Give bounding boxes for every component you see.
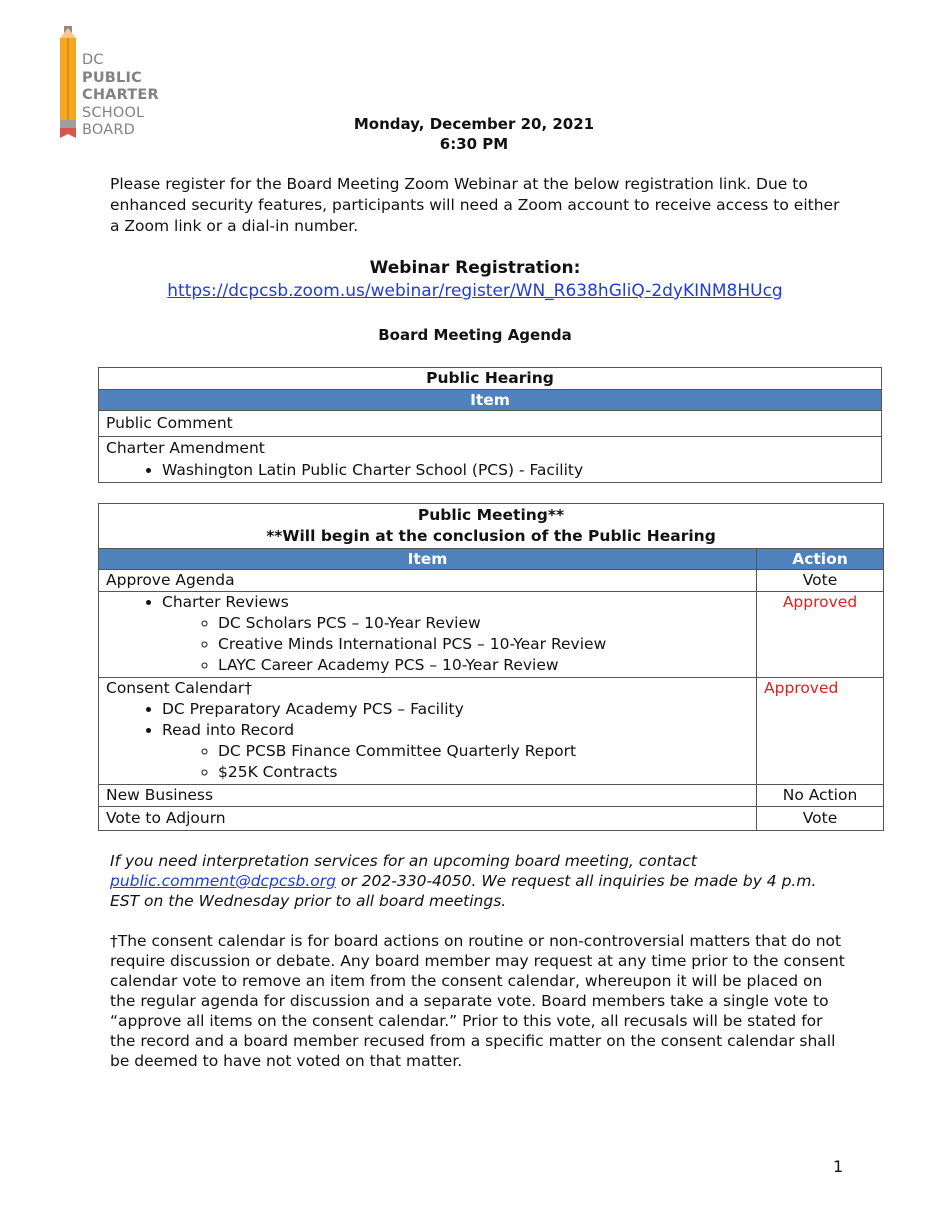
public-hearing-title: Public Hearing bbox=[99, 368, 882, 390]
charter-reviews-action: Approved bbox=[757, 592, 884, 678]
list-item: ◦ Creative Minds International PCS – 10-Year Review bbox=[218, 634, 749, 655]
list-item: ◦ DC PCSB Finance Committee Quarterly Report bbox=[218, 741, 749, 762]
adjourn-action: Vote bbox=[757, 807, 884, 831]
list-item: • DC Preparatory Academy PCS – Facility bbox=[162, 699, 749, 720]
list-item bbox=[162, 592, 749, 676]
consent-calendar-label: Consent Calendar† bbox=[106, 679, 253, 697]
public-comment-item: Public Comment bbox=[106, 414, 233, 432]
time-text: 6:30 PM bbox=[439, 135, 509, 153]
item-column-header: Item bbox=[99, 549, 757, 570]
table-row bbox=[99, 785, 884, 807]
list-item: ◦ $25K Contracts bbox=[218, 762, 749, 783]
list-item: ◦ LAYC Career Academy PCS – 10-Year Review bbox=[218, 655, 749, 676]
list-item: • Washington Latin Public Charter School (PCS) - Facility bbox=[162, 459, 874, 481]
public-meeting-subtitle: **Will begin at the conclusion of the Public Hearing bbox=[266, 527, 716, 545]
consent-calendar-cell bbox=[99, 678, 757, 785]
intro-paragraph: Please register for the Board Meeting Zoom Webinar at the below registration link. Due to enhanced security features, participants will need a Zoom account to receive access to either a Zoom link or a dial-in number. bbox=[110, 175, 840, 235]
approve-agenda-action: Vote bbox=[757, 570, 884, 592]
read-into-record-label: Read into Record bbox=[162, 721, 295, 739]
public-comment-email-link[interactable]: public.comment@dcpcsb.org bbox=[110, 872, 336, 890]
charter-amendment-item: Charter Amendment bbox=[106, 439, 265, 457]
table-row bbox=[99, 437, 882, 483]
action-column-header: Action bbox=[757, 549, 884, 570]
public-meeting-header bbox=[99, 504, 884, 549]
agenda-title: Board Meeting Agenda bbox=[378, 326, 572, 344]
table-row bbox=[99, 592, 884, 678]
consent-calendar-action: Approved bbox=[757, 678, 884, 785]
interpretation-note bbox=[110, 851, 845, 911]
consent-calendar-note: †The consent calendar is for board actions on routine or non-controversial matters that do not require discussion or debate. Any board member may request at any time prior to the consent calendar vote to remove an item from the consent calendar, whereupon it will be placed on the regular agenda for discussion and a separate vote. Board members take a single vote to “approve all items on the consent calendar.” Prior to this vote, all recusals will be stated for the record and a board member recused from a specific matter on the consent calendar shall be deemed to have not voted on that matter. bbox=[110, 932, 845, 1070]
table-row bbox=[99, 678, 884, 785]
meeting-date bbox=[0, 114, 948, 154]
logo-text: DC PUBLIC CHARTER SCHOOL BOARD bbox=[82, 52, 159, 138]
webinar-registration-link[interactable]: https://dcpcsb.zoom.us/webinar/register/WN_R638hGliQ-2dyKINM8HUcg bbox=[167, 281, 783, 301]
table-row bbox=[99, 570, 884, 592]
note-text-2: or 202-330-4050. We request all inquiries be made by 4 p.m. EST on the Wednesday prior to all board meetings. bbox=[110, 872, 817, 910]
item-column-header: Item bbox=[99, 390, 882, 411]
list-item bbox=[162, 720, 749, 783]
charter-reviews-label: Charter Reviews bbox=[162, 593, 289, 611]
new-business-action: No Action bbox=[757, 785, 884, 807]
public-meeting-title: Public Meeting** bbox=[417, 506, 565, 524]
date-text: Monday, December 20, 2021 bbox=[353, 115, 595, 133]
charter-reviews-cell bbox=[99, 592, 757, 678]
approve-agenda-item: Approve Agenda bbox=[99, 570, 757, 592]
webinar-title: Webinar Registration: bbox=[369, 258, 581, 278]
adjourn-item: Vote to Adjourn bbox=[99, 807, 757, 831]
table-row bbox=[99, 807, 884, 831]
table-row bbox=[99, 411, 882, 437]
public-meeting-table bbox=[98, 503, 884, 831]
page-number: 1 bbox=[833, 1157, 844, 1176]
new-business-item: New Business bbox=[99, 785, 757, 807]
note-text-1: If you need interpretation services for an upcoming board meeting, contact bbox=[110, 852, 697, 870]
list-item: ◦ DC Scholars PCS – 10-Year Review bbox=[218, 613, 749, 634]
public-hearing-table bbox=[98, 367, 882, 483]
